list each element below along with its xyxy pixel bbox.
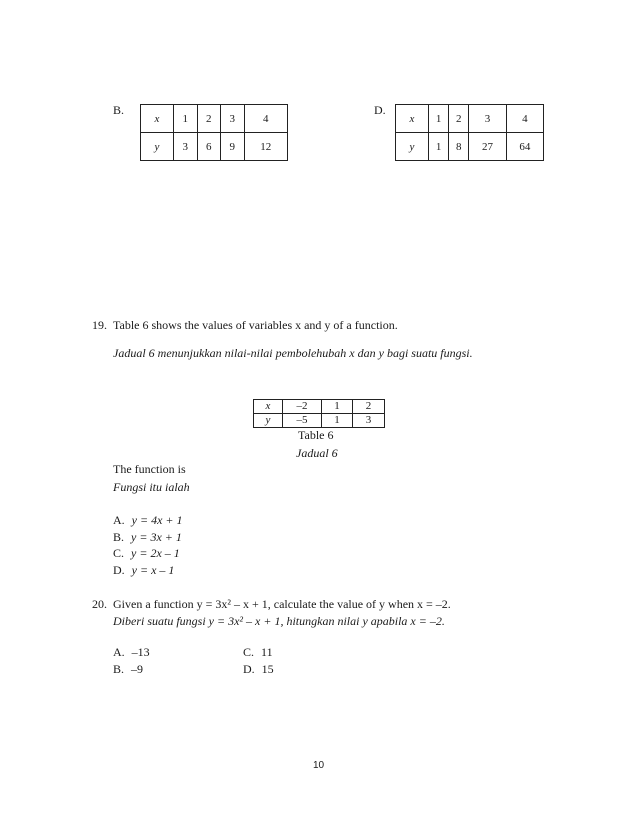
table-cell: 27 — [469, 133, 506, 161]
table-cell: 1 — [429, 105, 449, 133]
option-d-label: D. — [374, 103, 386, 117]
table-cell: –5 — [283, 414, 322, 428]
table-cell: x — [141, 105, 174, 133]
table-cell: 1 — [322, 400, 353, 414]
table-cell: 3 — [469, 105, 506, 133]
table-cell: 2 — [449, 105, 469, 133]
option-text: 15 — [261, 662, 274, 676]
option-text: y = x – 1 — [131, 563, 175, 577]
option-b-table — [140, 104, 288, 161]
table-cell: y — [254, 414, 283, 428]
table-6-caption-ms: Jadual 6 — [296, 446, 338, 460]
q19-number: 19. — [92, 318, 107, 332]
q19-question-ms: Jadual 6 menunjukkan nilai-nilai pembolehubah x dan y bagi suatu fungsi. — [113, 346, 473, 360]
q19-option-a[interactable] — [113, 513, 183, 528]
option-letter: D. — [243, 662, 255, 676]
option-text: y = 2x – 1 — [131, 546, 180, 560]
table-6-caption-en: Table 6 — [298, 428, 334, 442]
table-cell: 3 — [174, 133, 198, 161]
table-row — [254, 414, 385, 428]
q20-option-b[interactable] — [113, 662, 143, 677]
table-row — [141, 133, 288, 161]
table-cell: 2 — [353, 400, 385, 414]
option-text: y = 3x + 1 — [131, 530, 182, 544]
option-letter: B. — [113, 662, 125, 676]
table-cell: 1 — [429, 133, 449, 161]
option-text: y = 4x + 1 — [131, 513, 183, 527]
q19-prompt-ms: Fungsi itu ialah — [113, 480, 190, 494]
option-letter: D. — [113, 563, 125, 577]
table-cell: 1 — [322, 414, 353, 428]
table-cell: 4 — [506, 105, 543, 133]
table-row — [396, 105, 544, 133]
table-cell: y — [141, 133, 174, 161]
option-letter: C. — [243, 645, 255, 659]
table-cell: y — [396, 133, 429, 161]
table-cell: 64 — [506, 133, 543, 161]
option-text: –13 — [131, 645, 150, 659]
q20-number: 20. — [92, 597, 107, 611]
table-cell: 1 — [174, 105, 198, 133]
table-cell: x — [396, 105, 429, 133]
q20-option-d[interactable] — [243, 662, 274, 677]
q20-question-ms: Diberi suatu fungsi y = 3x² – x + 1, hitungkan nilai y apabila x = –2. — [113, 614, 445, 628]
option-letter: C. — [113, 546, 125, 560]
table-cell: 3 — [221, 105, 245, 133]
q20-question-en: Given a function y = 3x² – x + 1, calculate the value of y when x = –2. — [113, 597, 451, 611]
table-cell: 12 — [244, 133, 287, 161]
q19-question-en: Table 6 shows the values of variables x and y of a function. — [113, 318, 398, 332]
table-cell: 9 — [221, 133, 245, 161]
table-row — [141, 105, 288, 133]
table-cell: 6 — [197, 133, 221, 161]
table-cell: x — [254, 400, 283, 414]
q19-option-d[interactable] — [113, 563, 174, 578]
option-letter: A. — [113, 513, 125, 527]
table-cell: 3 — [353, 414, 385, 428]
option-d-table — [395, 104, 544, 161]
table-row — [254, 400, 385, 414]
table-cell: –2 — [283, 400, 322, 414]
option-text: –9 — [131, 662, 144, 676]
table-cell: 2 — [197, 105, 221, 133]
option-b-label: B. — [113, 103, 125, 117]
q19-option-c[interactable] — [113, 546, 180, 561]
q19-option-b[interactable] — [113, 530, 182, 545]
option-letter: A. — [113, 645, 125, 659]
table-6 — [253, 399, 385, 428]
table-cell: 4 — [244, 105, 287, 133]
option-text: 11 — [261, 645, 273, 659]
option-letter: B. — [113, 530, 125, 544]
q19-prompt-en: The function is — [113, 462, 186, 476]
q20-option-a[interactable] — [113, 645, 150, 660]
page-number: 10 — [313, 760, 325, 771]
table-row — [396, 133, 544, 161]
q20-option-c[interactable] — [243, 645, 273, 660]
table-cell: 8 — [449, 133, 469, 161]
